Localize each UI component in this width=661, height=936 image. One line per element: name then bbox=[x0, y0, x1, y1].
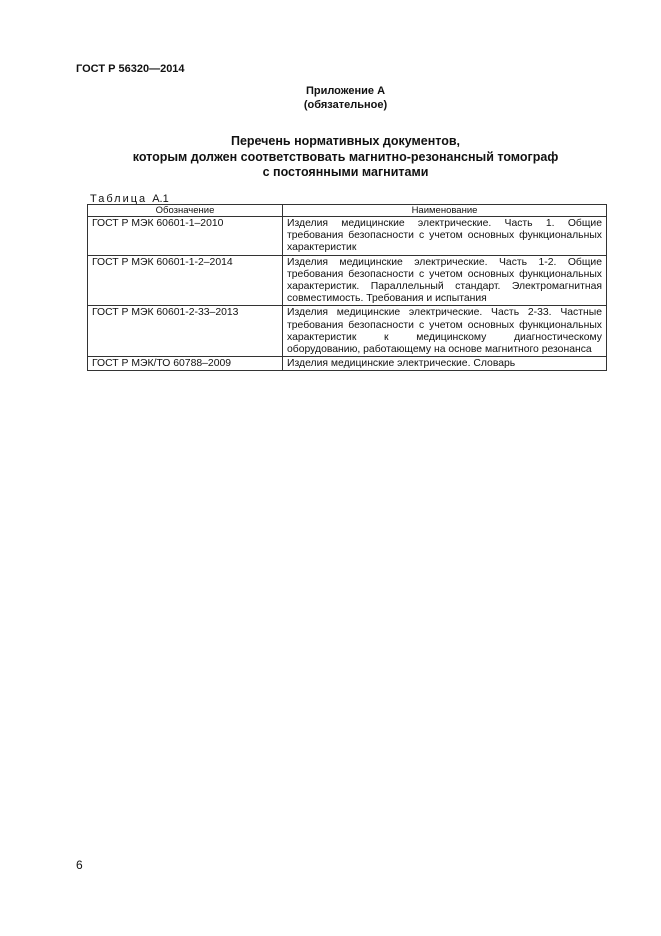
document-designation: ГОСТ Р МЭК 60601-1–2010 bbox=[88, 217, 283, 256]
normative-documents-table bbox=[87, 204, 607, 371]
table-row bbox=[88, 255, 607, 306]
document-name: Изделия медицинские электрические. Словарь bbox=[283, 357, 607, 371]
document-name: Изделия медицинские электрические. Часть 1-2. Общие требования безопасности с учетом основных функциональных характеристик. Параллельный стандарт. Электромагнитная совместимость. Требования и испытания bbox=[283, 255, 607, 306]
table-caption-word: Таблица bbox=[90, 193, 148, 205]
column-header-designation: Обозначение bbox=[88, 205, 283, 217]
section-title-line-3: с постоянными магнитами bbox=[262, 165, 429, 179]
table-row bbox=[88, 306, 607, 357]
document-designation: ГОСТ Р МЭК 60601-2-33–2013 bbox=[88, 306, 283, 357]
section-title-line-2: которым должен соответствовать магнитно-резонансный томограф bbox=[132, 149, 559, 164]
appendix-heading bbox=[0, 84, 661, 112]
table-row bbox=[88, 357, 607, 371]
section-title bbox=[0, 134, 661, 181]
document-code: ГОСТ Р 56320—2014 bbox=[76, 63, 185, 75]
column-header-name: Наименование bbox=[283, 205, 607, 217]
document-designation: ГОСТ Р МЭК/ТО 60788–2009 bbox=[88, 357, 283, 371]
table-caption-number: А.1 bbox=[152, 193, 169, 205]
document-designation: ГОСТ Р МЭК 60601-1-2–2014 bbox=[88, 255, 283, 306]
appendix-label: Приложение А bbox=[305, 85, 386, 97]
page-number: 6 bbox=[76, 858, 83, 872]
document-name: Изделия медицинские электрические. Часть 1. Общие требования безопасности с учетом основных функциональных характеристик bbox=[283, 217, 607, 256]
appendix-status: (обязательное) bbox=[303, 99, 388, 111]
section-title-line-1: Перечень нормативных документов, bbox=[230, 134, 461, 148]
table-header-row bbox=[88, 205, 607, 217]
table-row bbox=[88, 217, 607, 256]
document-name: Изделия медицинские электрические. Часть 2-33. Частные требования безопасности с учетом основных функциональных характеристик к медицинскому диагностическому оборудованию, работающему на основе магнитного резонанса bbox=[283, 306, 607, 357]
